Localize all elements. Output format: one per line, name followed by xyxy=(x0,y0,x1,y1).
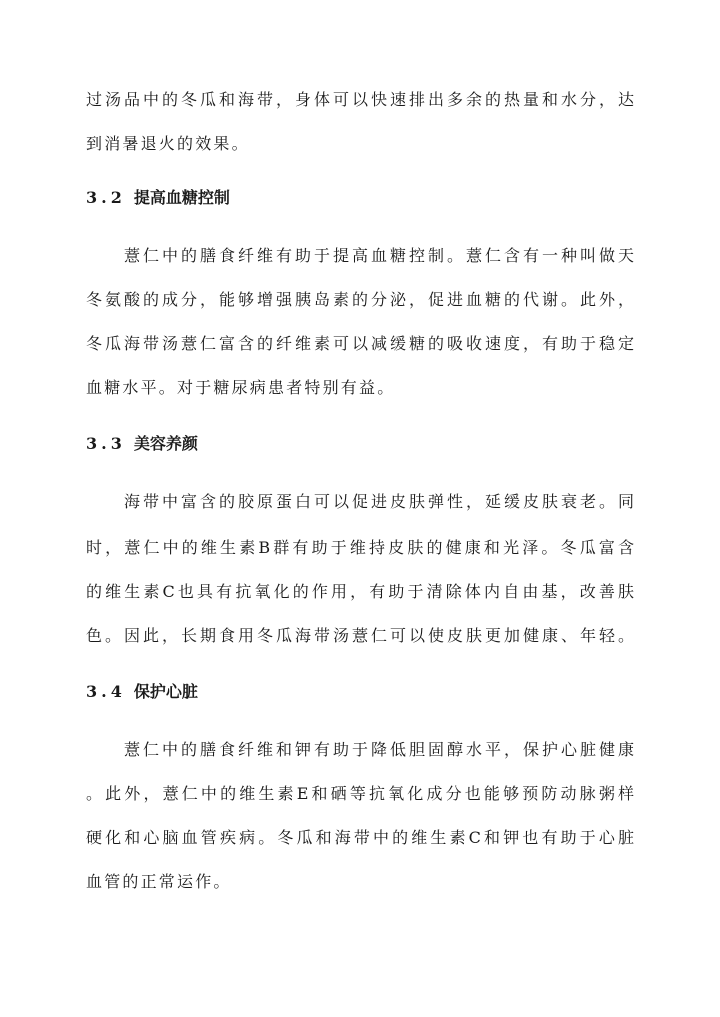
paragraph-line: 到消暑退火的效果。 xyxy=(86,134,250,153)
section-title: 保护心脏 xyxy=(133,682,198,701)
paragraph-line: 冬氨酸的成分，能够增强胰岛素的分泌，促进血糖的代谢。此外， xyxy=(86,290,634,309)
section-heading xyxy=(86,682,198,702)
paragraph-line: 的维生素C也具有抗氧化的作用，有助于清除体内自由基，改善肤 xyxy=(86,582,634,601)
section-number: 3.2 xyxy=(86,188,126,207)
section-heading xyxy=(86,188,230,208)
section-heading xyxy=(86,434,198,454)
paragraph-line: 过汤品中的冬瓜和海带，身体可以快速排出多余的热量和水分，达 xyxy=(86,90,634,109)
paragraph-line: 时，薏仁中的维生素B群有助于维持皮肤的健康和光泽。冬瓜富含 xyxy=(86,538,634,557)
section-title: 美容养颜 xyxy=(133,434,198,453)
paragraph-line: 血糖水平。对于糖尿病患者特别有益。 xyxy=(86,378,396,397)
paragraph-line: 海带中富含的胶原蛋白可以促进皮肤弹性，延缓皮肤衰老。同 xyxy=(124,492,634,511)
section-title: 提高血糖控制 xyxy=(133,188,230,207)
paragraph-line: 硬化和心脑血管疾病。冬瓜和海带中的维生素C和钾也有助于心脏 xyxy=(86,828,634,847)
paragraph-line: 薏仁中的膳食纤维和钾有助于降低胆固醇水平，保护心脏健康 xyxy=(124,740,634,759)
paragraph-line: 血管的正常运作。 xyxy=(86,872,232,891)
section-number: 3.3 xyxy=(86,434,126,453)
paragraph-line: 色。因此，长期食用冬瓜海带汤薏仁可以使皮肤更加健康、年轻。 xyxy=(86,626,634,645)
paragraph-line: 薏仁中的膳食纤维有助于提高血糖控制。薏仁含有一种叫做天 xyxy=(124,246,634,265)
section-number: 3.4 xyxy=(86,682,126,701)
paragraph-line: 冬瓜海带汤薏仁富含的纤维素可以减缓糖的吸收速度，有助于稳定 xyxy=(86,334,634,353)
paragraph-line: 。此外，薏仁中的维生素E和硒等抗氧化成分也能够预防动脉粥样 xyxy=(86,784,634,803)
